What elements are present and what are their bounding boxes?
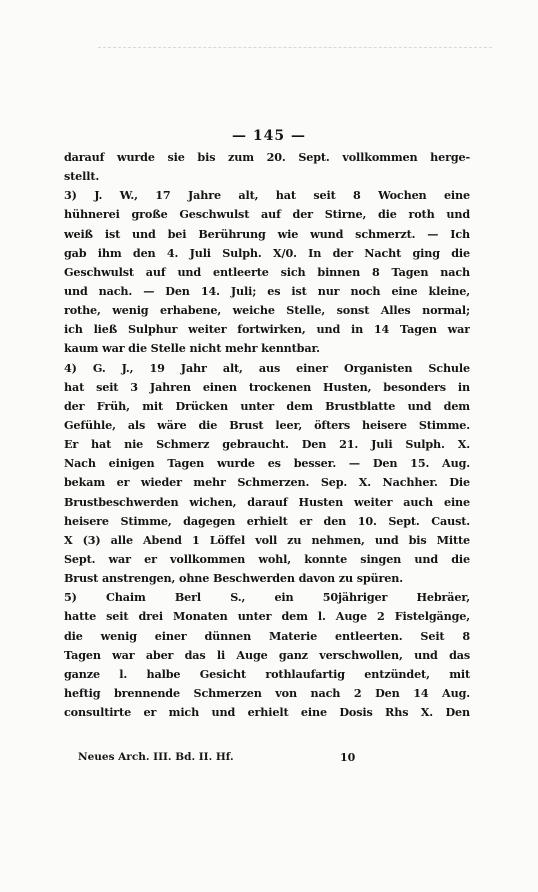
text-line: bekam er wieder mehr Schmerzen. Sep. X. Nachher. Die xyxy=(64,475,470,490)
printer-signature: Neues Arch. III. Bd. II. Hf. xyxy=(78,751,234,763)
text-line: Geschwulst auf und entleerte sich binnen 8 Tagen nach xyxy=(64,264,470,279)
page-footer xyxy=(78,751,378,769)
signature-mark: 10 xyxy=(340,751,356,764)
text-line: Gefühle, als wäre die Brust leer, öfters heisere Stimme. xyxy=(64,417,470,432)
page-number: — 145 — xyxy=(232,128,306,144)
text-line: hatte seit drei Monaten unter dem l. Auge 2 Fistelgänge, xyxy=(64,609,470,624)
text-line: Er hat nie Schmerz gebraucht. Den 21. Juli Sulph. X. xyxy=(64,437,470,452)
text-line: darauf wurde sie bis zum 20. Sept. vollkommen herge- xyxy=(64,150,470,164)
text-line: 5) Chaim Berl S., ein 50jähriger Hebräer, xyxy=(64,590,470,605)
text-line: X (3) alle Abend 1 Löffel voll zu nehmen, und bis Mitte xyxy=(64,532,470,547)
text-line: gab ihm den 4. Juli Sulph. X/0. In der Nacht ging die xyxy=(64,245,470,260)
text-line: hühnerei große Geschwulst auf der Stirne, die roth und xyxy=(64,207,470,222)
text-line: ich ließ Sulphur weiter fortwirken, und in 14 Tagen war xyxy=(64,322,470,337)
text-line: 4) G. J., 19 Jahr alt, aus einer Organisten Schule xyxy=(64,360,470,375)
text-line: heisere Stimme, dagegen erhielt er den 10. Sept. Caust. xyxy=(64,513,470,528)
text-line: 3) J. W., 17 Jahre alt, hat seit 8 Wochen eine xyxy=(64,188,470,203)
text-line: Brustbeschwerden wichen, darauf Husten weiter auch eine xyxy=(64,494,470,509)
text-line: stellt. xyxy=(64,169,100,184)
text-line: und nach. — Den 14. Juli; es ist nur noch eine kleine, xyxy=(64,283,470,298)
text-line: Nach einigen Tagen wurde es besser. — Den 15. Aug. xyxy=(64,456,470,471)
text-line: Tagen war aber das li Auge ganz verschwollen, und das xyxy=(64,647,470,662)
text-line: kaum war die Stelle nicht mehr kenntbar. xyxy=(64,341,320,356)
text-line: Brust anstrengen, ohne Beschwerden davon zu spüren. xyxy=(64,571,403,586)
text-line: hat seit 3 Jahren einen trockenen Husten, besonders in xyxy=(64,379,470,394)
text-line: Sept. war er vollkommen wohl, konnte singen und die xyxy=(64,551,470,566)
text-line: ganze l. halbe Gesicht rothlaufartig entzündet, mit xyxy=(64,666,470,681)
text-line: rothe, wenig erhabene, weiche Stelle, sonst Alles normal; xyxy=(64,303,470,318)
text-line: weiß ist und bei Berührung wie wund schmerzt. — Ich xyxy=(64,226,470,241)
text-line: heftig brennende Schmerzen von nach 2 Den 14 Aug. xyxy=(64,685,470,700)
text-line: consultirte er mich und erhielt eine Dosis Rhs X. Den xyxy=(64,705,470,720)
page-top-rule xyxy=(98,47,492,48)
text-line: der Früh, mit Drücken unter dem Brustblatte und dem xyxy=(64,398,470,413)
body-text xyxy=(64,148,470,722)
text-line: die wenig einer dünnen Materie entleerten. Seit 8 xyxy=(64,628,470,643)
